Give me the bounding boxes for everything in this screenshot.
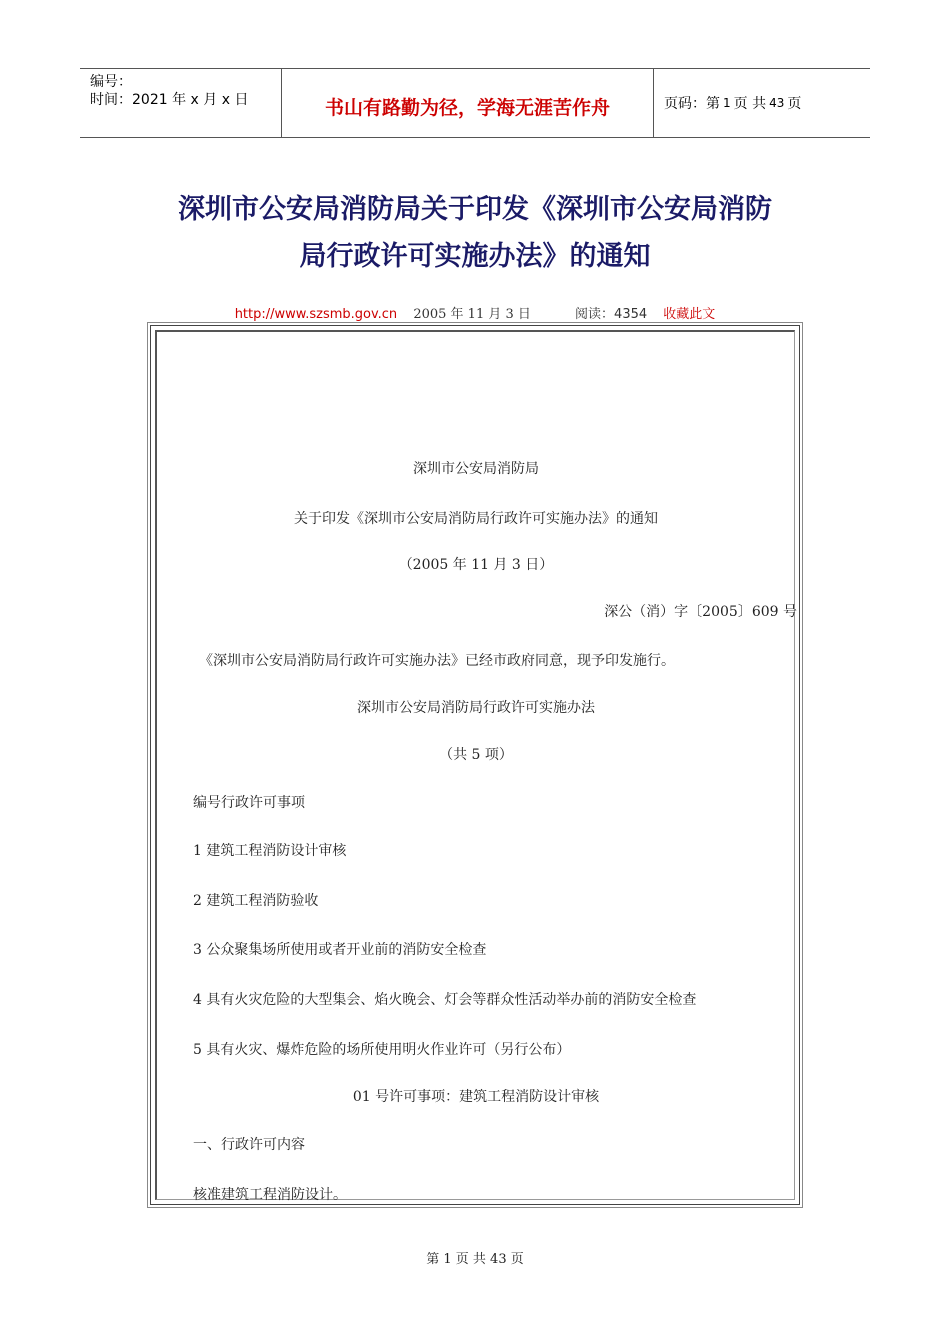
page-footer: 第 1 页 共 43 页 xyxy=(426,1252,524,1267)
notice-title: 关于印发《深圳市公安局消防局行政许可实施办法》的通知 xyxy=(294,511,658,527)
measures-title: 深圳市公安局消防局行政许可实施办法 xyxy=(357,700,595,716)
article-meta xyxy=(150,303,800,322)
section-title: 01 号许可事项：建筑工程消防设计审核 xyxy=(352,1089,600,1105)
reads-value: 4354 xyxy=(614,307,648,322)
number-label: 编号： xyxy=(90,74,132,90)
page-title xyxy=(100,186,850,280)
list-item: 4 具有火灾危险的大型集会、焰火晚会、灯会等群众性活动举办前的消防安全检查 xyxy=(193,992,697,1008)
time-label: 时间： xyxy=(90,92,132,108)
list-item: 5 具有火灾、爆炸危险的场所使用明火作业许可（另行公布） xyxy=(193,1042,571,1058)
notice-date: （2005 年 11 月 3 日） xyxy=(398,557,554,573)
subsection-heading: 一、行政许可内容 xyxy=(193,1137,305,1153)
header-info-cell xyxy=(80,69,282,137)
page-label: 页码：第 xyxy=(664,96,720,112)
publish-date: 2005 年 11 月 3 日 xyxy=(413,307,531,322)
list-item: 3 公众聚集场所使用或者开业前的消防安全检查 xyxy=(193,942,487,958)
title-line-2: 局行政许可实施办法》的通知 xyxy=(299,241,651,272)
page-mid: 页 共 xyxy=(733,96,767,112)
page-total: 43 xyxy=(769,96,785,110)
page-suffix: 页 xyxy=(787,96,802,112)
title-line-1: 深圳市公安局消防局关于印发《深圳市公安局消防 xyxy=(178,194,772,225)
intro-paragraph: 《深圳市公安局消防局行政许可实施办法》已经市政府同意，现予印发施行。 xyxy=(199,653,675,669)
source-link[interactable]: http://www.szsmb.gov.cn xyxy=(234,307,398,322)
list-header: 编号行政许可事项 xyxy=(193,795,305,811)
list-item: 2 建筑工程消防验收 xyxy=(193,893,319,909)
reads-label: 阅读： xyxy=(575,307,615,322)
page-counter xyxy=(654,69,870,137)
read-count xyxy=(575,307,647,322)
article-body xyxy=(150,325,800,1205)
motto: 书山有路勤为径，学海无涯苦作舟 xyxy=(282,69,654,137)
page-current: 1 xyxy=(723,96,731,110)
item-count: （共 5 项） xyxy=(439,747,513,763)
document-header xyxy=(80,68,870,138)
list-item: 1 建筑工程消防设计审核 xyxy=(193,843,347,859)
doc-number: 深公（消）字〔2005〕609 号 xyxy=(604,604,797,620)
time-line xyxy=(90,91,281,109)
org-name: 深圳市公安局消防局 xyxy=(413,461,539,477)
subsection-text: 核准建筑工程消防设计。 xyxy=(193,1187,347,1203)
time-value: 2021 年 x 月 x 日 xyxy=(132,92,249,108)
favorite-link[interactable]: 收藏此文 xyxy=(663,307,716,322)
